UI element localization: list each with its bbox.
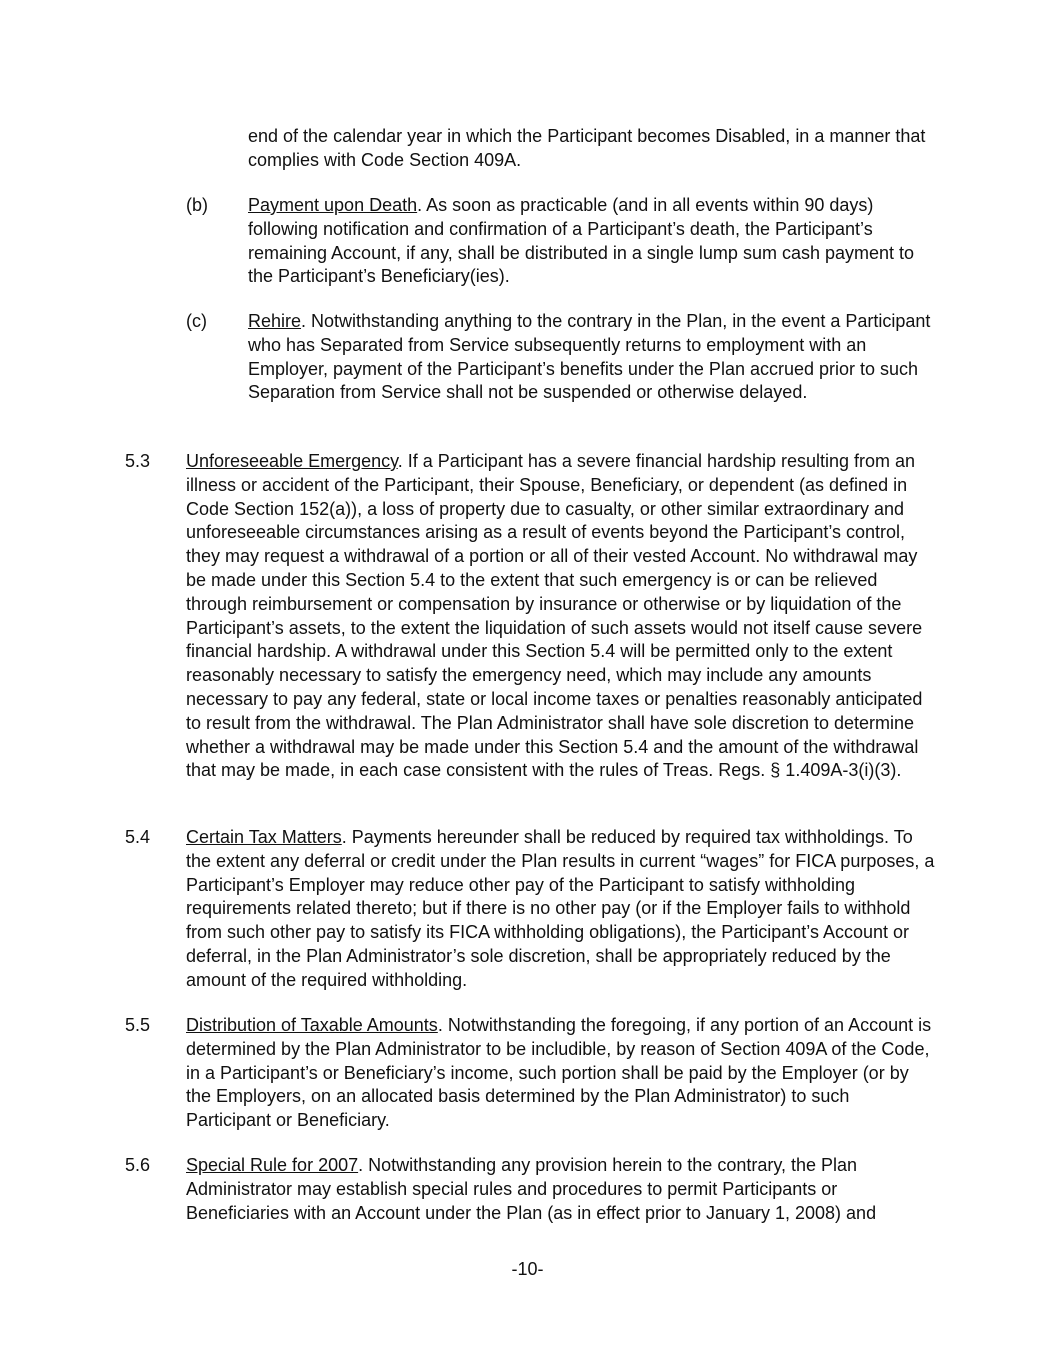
subsection-b-heading: Payment upon Death — [248, 195, 418, 215]
section-5-5-number: 5.5 — [125, 1015, 151, 1035]
section-5-5-heading: Distribution of Taxable Amounts — [186, 1015, 438, 1035]
section-5-3-body: . If a Participant has a severe financial hardship resulting from an illness or accident of the Participant, their Spouse, Beneficiary, or dependent (as defined in Code Section 152(a)), a loss of property due to casualty, or other similar extraordinary and unforeseeable circumstances arising as a result of events beyond the Participant’s control, they may request a withdrawal of a portion or all of their vested Account. No withdrawal may be made under this Section 5.4 to the extent that such emergency is or can be relieved through reimbursement or compensation by insurance or otherwise or by liquidation of the Participant’s assets, to the extent the liquidation of such assets would not itself cause severe financial hardship. A withdrawal under this Section 5.4 will be permitted only to the extent reasonably necessary to satisfy the emergency need, which may include any amounts necessary to pay any federal, state or local income taxes or penalties reasonably anticipated to result from the withdrawal. The Plan Administrator shall have sole discretion to determine whether a withdrawal may be made under this Section 5.4 and the amount of the withdrawal that may be made, in each case consistent with the rules of Treas. Regs. § 1.409A-3(i)(3). — [186, 451, 923, 781]
subsection-b-body: . As soon as practicable (and in all events within 90 days) following notification and confirmation of a Participant’s death, the Participant’s remaining Account, if any, shall be distributed in a single lump sum cash payment to the Participant’s Beneficiary(ies). — [248, 195, 915, 287]
section-5-6-number: 5.6 — [125, 1155, 151, 1175]
section-5-3-paragraph — [186, 450, 938, 783]
subsection-c-body: . Notwithstanding anything to the contrary in the Plan, in the event a Participant who has Separated from Service subsequently returns to employment with an Employer, payment of the Participant’s benefits under the Plan accrued prior to such Separation from Service shall not be suspended or otherwise delayed. — [248, 311, 931, 403]
section-5-6-paragraph — [186, 1154, 938, 1225]
section-5-3-number: 5.3 — [125, 451, 151, 471]
continuation-paragraph: end of the calendar year in which the Participant becomes Disabled, in a manner that complies with Code Section 409A. — [248, 126, 926, 170]
section-5-6-body: . Notwithstanding any provision herein to the contrary, the Plan Administrator may establish special rules and procedures to permit Participants or Beneficiaries with an Account under the Plan (as in effect prior to January 1, 2008) and — [186, 1155, 877, 1223]
subsection-c-heading: Rehire — [248, 311, 302, 331]
section-5-5-body: . Notwithstanding the foregoing, if any portion of an Account is determined by the Plan Administrator to be includible, by reason of Section 409A of the Code, in a Participant’s or Beneficiary’s income, such portion shall be paid by the Employer (or by the Employers, on an allocated basis determined by the Plan Administrator) to such Participant or Beneficiary. — [186, 1015, 932, 1131]
section-5-4-paragraph — [186, 826, 938, 993]
section-5-3-heading: Unforeseeable Emergency — [186, 451, 398, 471]
subsection-c-paragraph — [248, 310, 938, 405]
page-number: -10- — [511, 1259, 544, 1279]
section-5-5-paragraph — [186, 1014, 938, 1133]
section-5-4-body: . Payments hereunder shall be reduced by required tax withholdings. To the extent any deferral or credit under the Plan results in current “wages” for FICA purposes, a Participant’s Employer may reduce other pay of the Participant to satisfy withholding requirements related thereto; but if there is no other pay (or if the Employer fails to withhold from such other pay to satisfy its FICA withholding obligations), the Participant’s Account or deferral, in the Plan Administrator’s sole discretion, shall be appropriately reduced by the amount of the required withholding. — [186, 827, 935, 990]
subsection-b-label: (b) — [186, 195, 208, 215]
section-5-6-heading: Special Rule for 2007 — [186, 1155, 359, 1175]
subsection-c-label: (c) — [186, 311, 207, 331]
section-5-4-number: 5.4 — [125, 827, 151, 847]
section-5-4-heading: Certain Tax Matters — [186, 827, 342, 847]
subsection-b-paragraph — [248, 194, 938, 289]
